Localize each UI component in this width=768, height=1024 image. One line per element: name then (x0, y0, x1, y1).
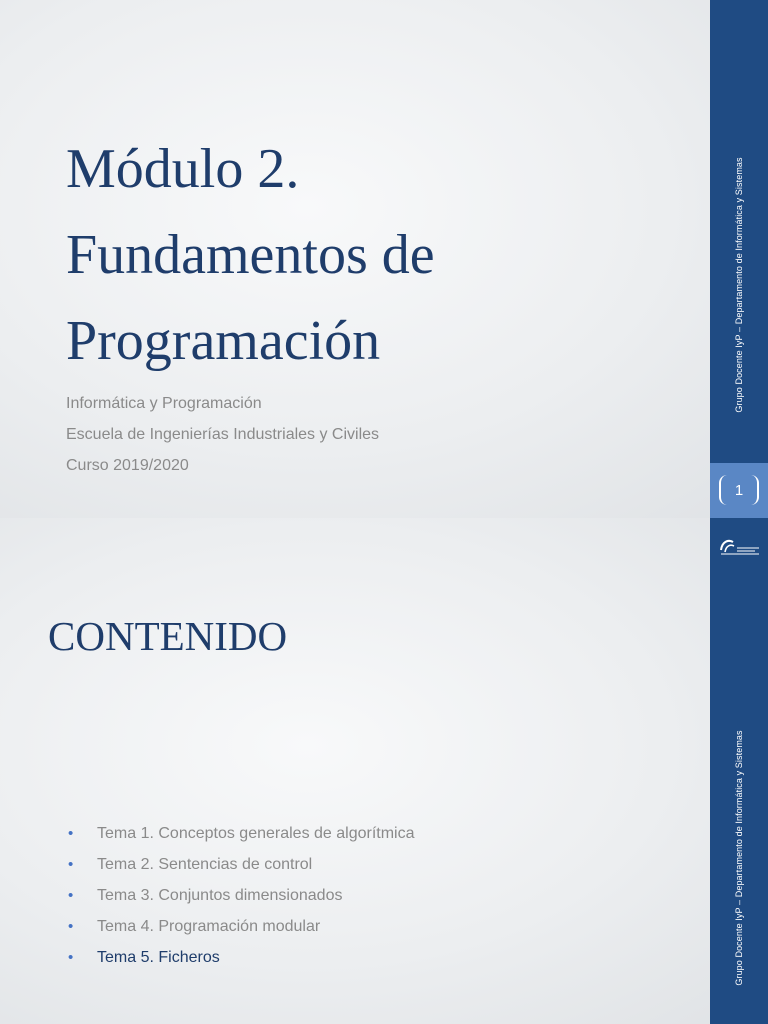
topic-label: Tema 2. Sentencias de control (97, 856, 313, 873)
topic-list (68, 818, 415, 973)
university-logo (717, 536, 763, 558)
topic-label: Tema 5. Ficheros (97, 949, 220, 966)
topic-item-active (68, 942, 415, 973)
contents-slide (0, 518, 768, 1024)
bullet-dot-icon: • (68, 887, 74, 904)
title-line: Fundamentos de (66, 224, 435, 286)
page-number: 1 (734, 482, 744, 499)
slide-sidebar (710, 0, 768, 518)
title-line: Módulo 2. (66, 138, 300, 200)
bullet-dot-icon: • (68, 856, 74, 873)
subtitle-line: Escuela de Ingenierías Industriales y Civiles (66, 426, 380, 443)
topic-item (68, 911, 415, 942)
slide-subtitle (66, 388, 379, 481)
bullet-dot-icon: • (68, 949, 74, 966)
slide-sidebar (710, 518, 768, 1024)
slide-title (66, 126, 686, 384)
subtitle-line: Curso 2019/2020 (66, 457, 189, 474)
topic-label: Tema 1. Conceptos generales de algorítmica (97, 825, 415, 842)
title-line: Programación (66, 310, 381, 372)
section-title: CONTENIDO (48, 613, 288, 659)
page-number-box (710, 463, 768, 518)
topic-label: Tema 4. Programación modular (97, 918, 321, 935)
topic-item (68, 818, 415, 849)
department-label: Grupo Docente IyP – Departamento de Informática y Sistemas (734, 157, 744, 413)
topic-item (68, 849, 415, 880)
bullet-dot-icon: • (68, 825, 74, 842)
topic-label: Tema 3. Conjuntos dimensionados (97, 887, 343, 904)
department-label: Grupo Docente IyP – Departamento de Informática y Sistemas (734, 730, 744, 986)
subtitle-line: Informática y Programación (66, 395, 262, 412)
bullet-dot-icon: • (68, 918, 74, 935)
topic-item (68, 880, 415, 911)
